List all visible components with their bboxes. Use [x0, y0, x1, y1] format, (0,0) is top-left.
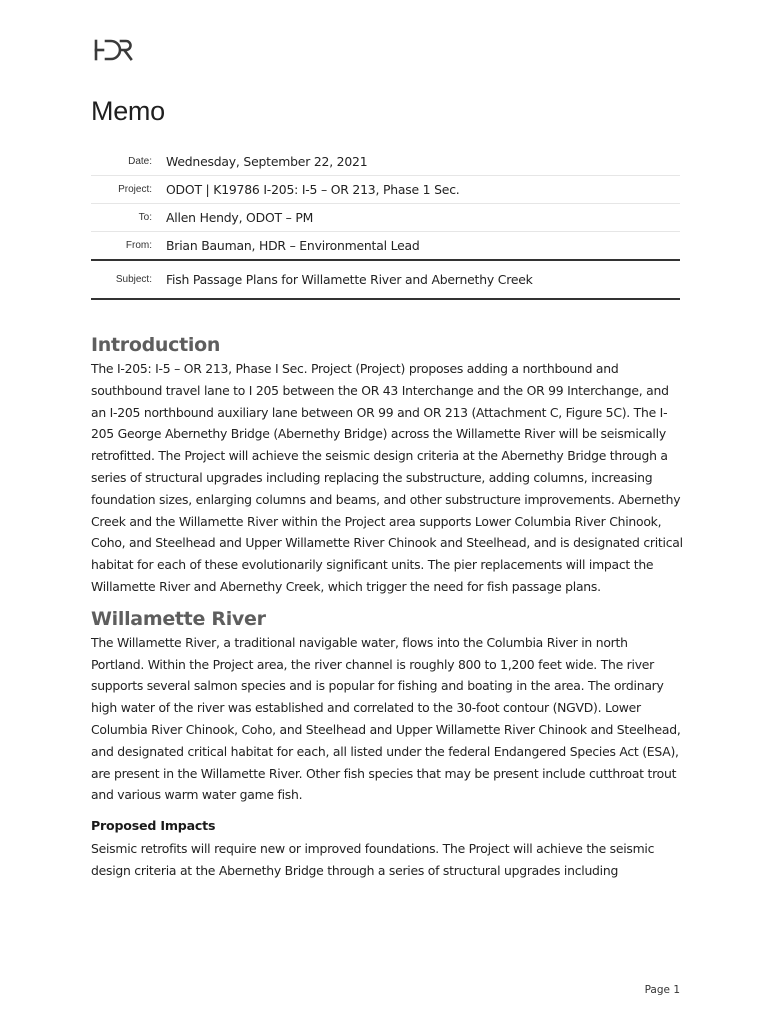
meta-value: Wednesday, September 22, 2021 [166, 154, 368, 169]
memo-title: Memo [91, 96, 165, 126]
meta-row-project [91, 176, 680, 204]
section-heading-introduction: Introduction [91, 334, 221, 356]
meta-value: Allen Hendy, ODOT – PM [166, 210, 314, 225]
section-heading-willamette-river: Willamette River [91, 607, 266, 630]
meta-label: Date: [128, 156, 152, 167]
meta-row-to [91, 204, 680, 232]
meta-row-date [91, 148, 680, 176]
meta-value: Brian Bauman, HDR – Environmental Lead [166, 238, 420, 253]
meta-row-subject [91, 261, 680, 300]
paragraph-introduction: The I-205: I-5 – OR 213, Phase I Sec. Project (Project) proposes adding a northbound and southbound travel lane to I 205 between the OR 43 Interchange and the OR 99 Interchange, and an I-205 northbound auxiliary lane between OR 99 and OR 213 (Attachment C, Figure 5C). The I-205 George Abernethy Bridge (Abernethy Bridge) across the Willamette River will be seismically retrofitted. The Project will achieve the seismic design criteria at the Abernethy Bridge through a series of structural upgrades including replacing the substructure, adding columns, increasing foundation sizes, enlarging columns and beams, and other substructure improvements. Abernethy Creek and the Willamette River within the Project area supports Lower Columbia River Chinook, Coho, and Steelhead and Upper Willamette River Chinook and Steelhead, and is designated critical habitat for each of these evolutionarily significant units. The pier replacements will impact the Willamette River and Abernethy Creek, which trigger the need for fish passage plans. [91, 361, 683, 594]
meta-row-from [91, 232, 680, 261]
paragraph-willamette-river: The Willamette River, a traditional navigable water, flows into the Columbia River in north Portland. Within the Project area, the river channel is roughly 800 to 1,200 feet wide. The river supports several salmon species and is popular for fishing and boating in the area. The ordinary high water of the river was established and correlated to the 30-foot contour (NGVD). Lower Columbia River Chinook, Coho, and Steelhead and Upper Willamette River Chinook and Steelhead, and designated critical habitat for each, all listed under the federal Endangered Species Act (ESA), are present in the Willamette River. Other fish species that may be present include cutthroat trout and various warm water game fish. [91, 634, 681, 803]
meta-label: Subject: [115, 274, 152, 285]
meta-value: ODOT | K19786 I-205: I-5 – OR 213, Phase 1 Sec. [166, 182, 460, 197]
meta-label: From: [125, 240, 152, 251]
subheading-proposed-impacts: Proposed Impacts [91, 818, 216, 834]
meta-value: Fish Passage Plans for Willamette River and Abernethy Creek [166, 272, 533, 287]
meta-label: To: [138, 212, 152, 223]
memo-header-table [91, 148, 680, 300]
memo-body [91, 332, 683, 882]
hdr-logo [94, 38, 134, 62]
meta-label: Project: [118, 184, 152, 195]
page-number: Page 1 [644, 984, 680, 996]
paragraph-proposed-impacts: Seismic retrofits will require new or improved foundations. The Project will achieve the seismic design criteria at the Abernethy Bridge through a series of structural upgrades including [91, 841, 655, 878]
